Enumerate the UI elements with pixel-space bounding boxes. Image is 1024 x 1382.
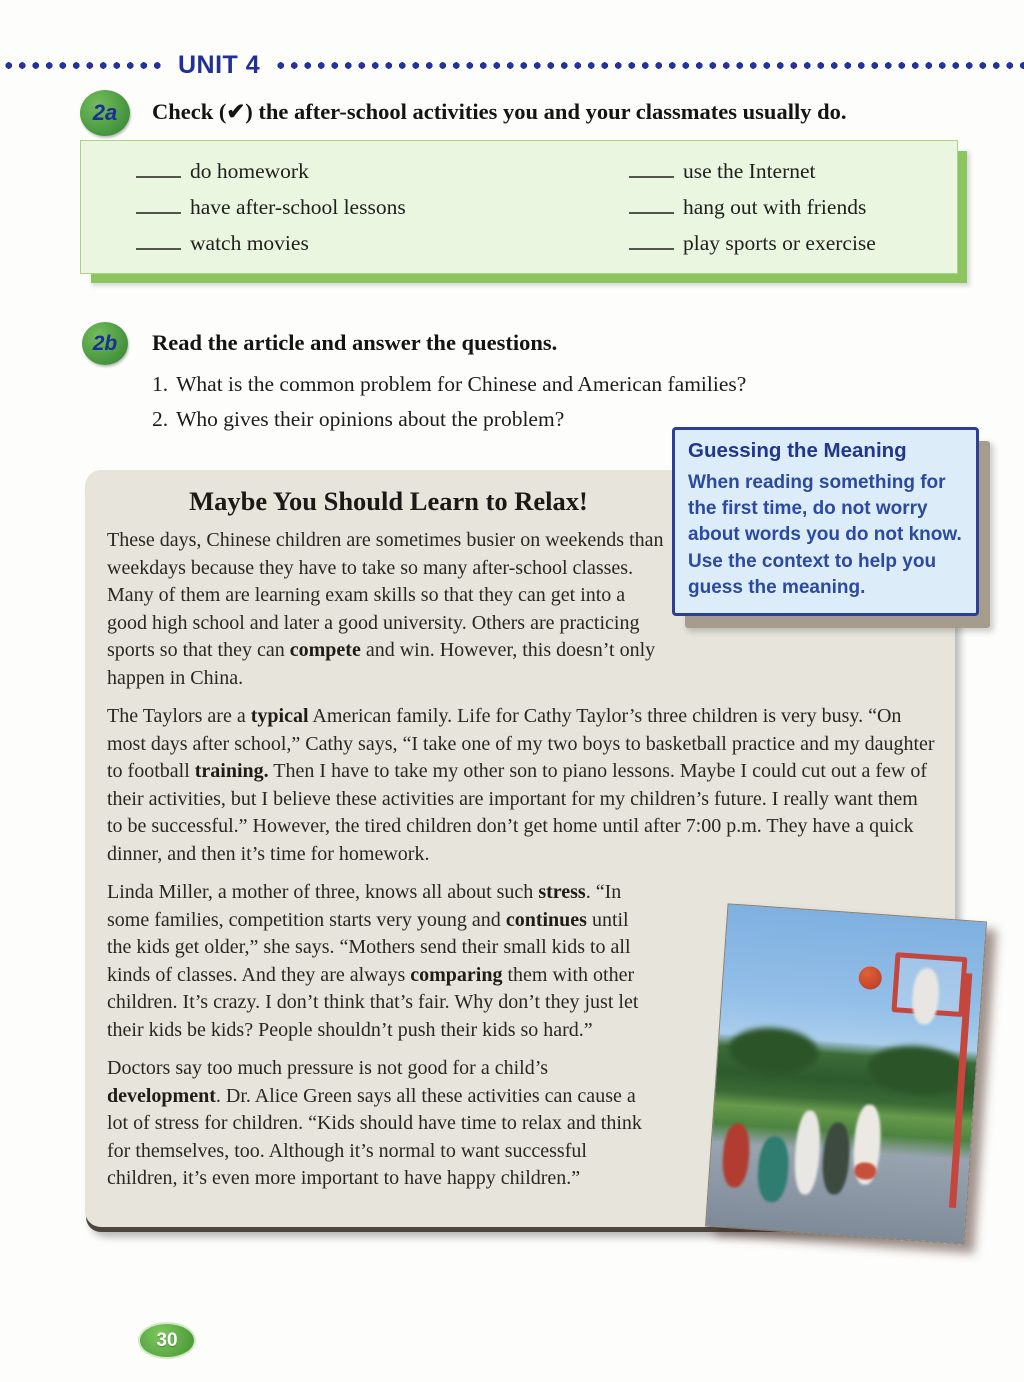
check-blank[interactable] [629, 161, 674, 178]
tree-foliage [866, 1043, 969, 1098]
question-text: What is the common problem for Chinese and American families? [176, 372, 747, 396]
check-blank[interactable] [136, 197, 181, 214]
activity-checklist-box [80, 140, 958, 274]
activity-label: use the Internet [683, 159, 816, 183]
player-figure [793, 1110, 823, 1195]
guessing-the-meaning-tip-box [672, 427, 979, 616]
question-1 [152, 372, 746, 397]
activity-label: do homework [190, 159, 309, 183]
activity-item [136, 189, 406, 225]
player-figure [821, 1122, 852, 1196]
tree-foliage [727, 1025, 820, 1077]
activity-item [629, 189, 876, 225]
tip-box-title: Guessing the Meaning [688, 439, 907, 462]
activity-item [629, 153, 876, 189]
section-2a-badge: 2a [80, 90, 130, 136]
basketball-photo [705, 903, 987, 1244]
basketball [858, 966, 883, 991]
unit-title: UNIT 4 [178, 50, 261, 79]
article-title: Maybe You Should Learn to Relax! [189, 486, 588, 516]
article-paragraph-3: Linda Miller, a mother of three, knows all about such stress. “In some families, competition starts very young and continues until the kids get older,” she says. “Mothers send their small kids to all kinds of classes. And they are always comparing them with other children. It’s crazy. I don’t think that’s fair. Why don’t they just let their kids be kids? People shouldn’t push their kids so hard.” [107, 881, 639, 1041]
activity-label: watch movies [190, 231, 309, 255]
activity-column-right [629, 153, 876, 261]
check-blank[interactable] [136, 233, 181, 250]
dotted-rule-right [274, 61, 1024, 70]
section-2b-badge: 2b [82, 322, 128, 365]
activity-column-left [136, 153, 406, 261]
question-2 [152, 407, 564, 432]
section-2b-instruction: Read the article and answer the questions. [152, 330, 558, 355]
player-figure [721, 1123, 751, 1189]
check-blank[interactable] [136, 161, 181, 178]
page-number-badge: 30 [138, 1322, 196, 1359]
activity-item [136, 153, 406, 189]
player-figure [756, 1135, 791, 1203]
article-paragraph-2: The Taylors are a typical American family. Life for Cathy Taylor’s three children is very busy. “On most days after school,” Cathy says, “I take one of my two boys to basketball practice and my daughter to football training. Then I have to take my other son to piano lessons. Maybe I could cut out a few of their activities, but I believe these activities are important for my children’s future. I really want them to be successful.” However, the tired children don’t get home until after 7:00 p.m. They have a quick dinner, and then it’s time for homework. [107, 705, 935, 865]
activity-label: hang out with friends [683, 195, 867, 219]
player-figure [854, 1162, 877, 1180]
activity-label: have after-school lessons [190, 195, 406, 219]
article-paragraph-4: Doctors say too much pressure is not good for a child’s development. Dr. Alice Green says all these activities can cause a lot of stress for children. “Kids should have time to relax and think for themselves, too. Although it’s normal to want successful children, it’s even more important to have happy children.” [107, 1057, 642, 1189]
question-number: 2. [152, 407, 169, 431]
activity-item [629, 225, 876, 261]
tip-box-body: When reading something for the first time, do not worry about words you do not know. Use the context to help you guess the meaning. [688, 472, 962, 598]
question-text: Who gives their opinions about the problem? [176, 407, 565, 431]
check-blank[interactable] [629, 233, 674, 250]
dotted-rule-left [2, 61, 164, 70]
activity-item [136, 225, 406, 261]
question-number: 1. [152, 372, 169, 396]
article-paragraph-1: These days, Chinese children are sometimes busier on weekends than weekdays because they have to take so many after-school classes. Many of them are learning exam skills so that they can get into a good high school and later a good university. Others are practicing sports so that they can compete and win. However, this doesn’t only happen in China. [107, 529, 664, 689]
unit-header [0, 52, 1024, 78]
check-blank[interactable] [629, 197, 674, 214]
section-2a-instruction: Check (✔) the after-school activities you and your classmates usually do. [152, 99, 847, 124]
activity-label: play sports or exercise [683, 231, 876, 255]
